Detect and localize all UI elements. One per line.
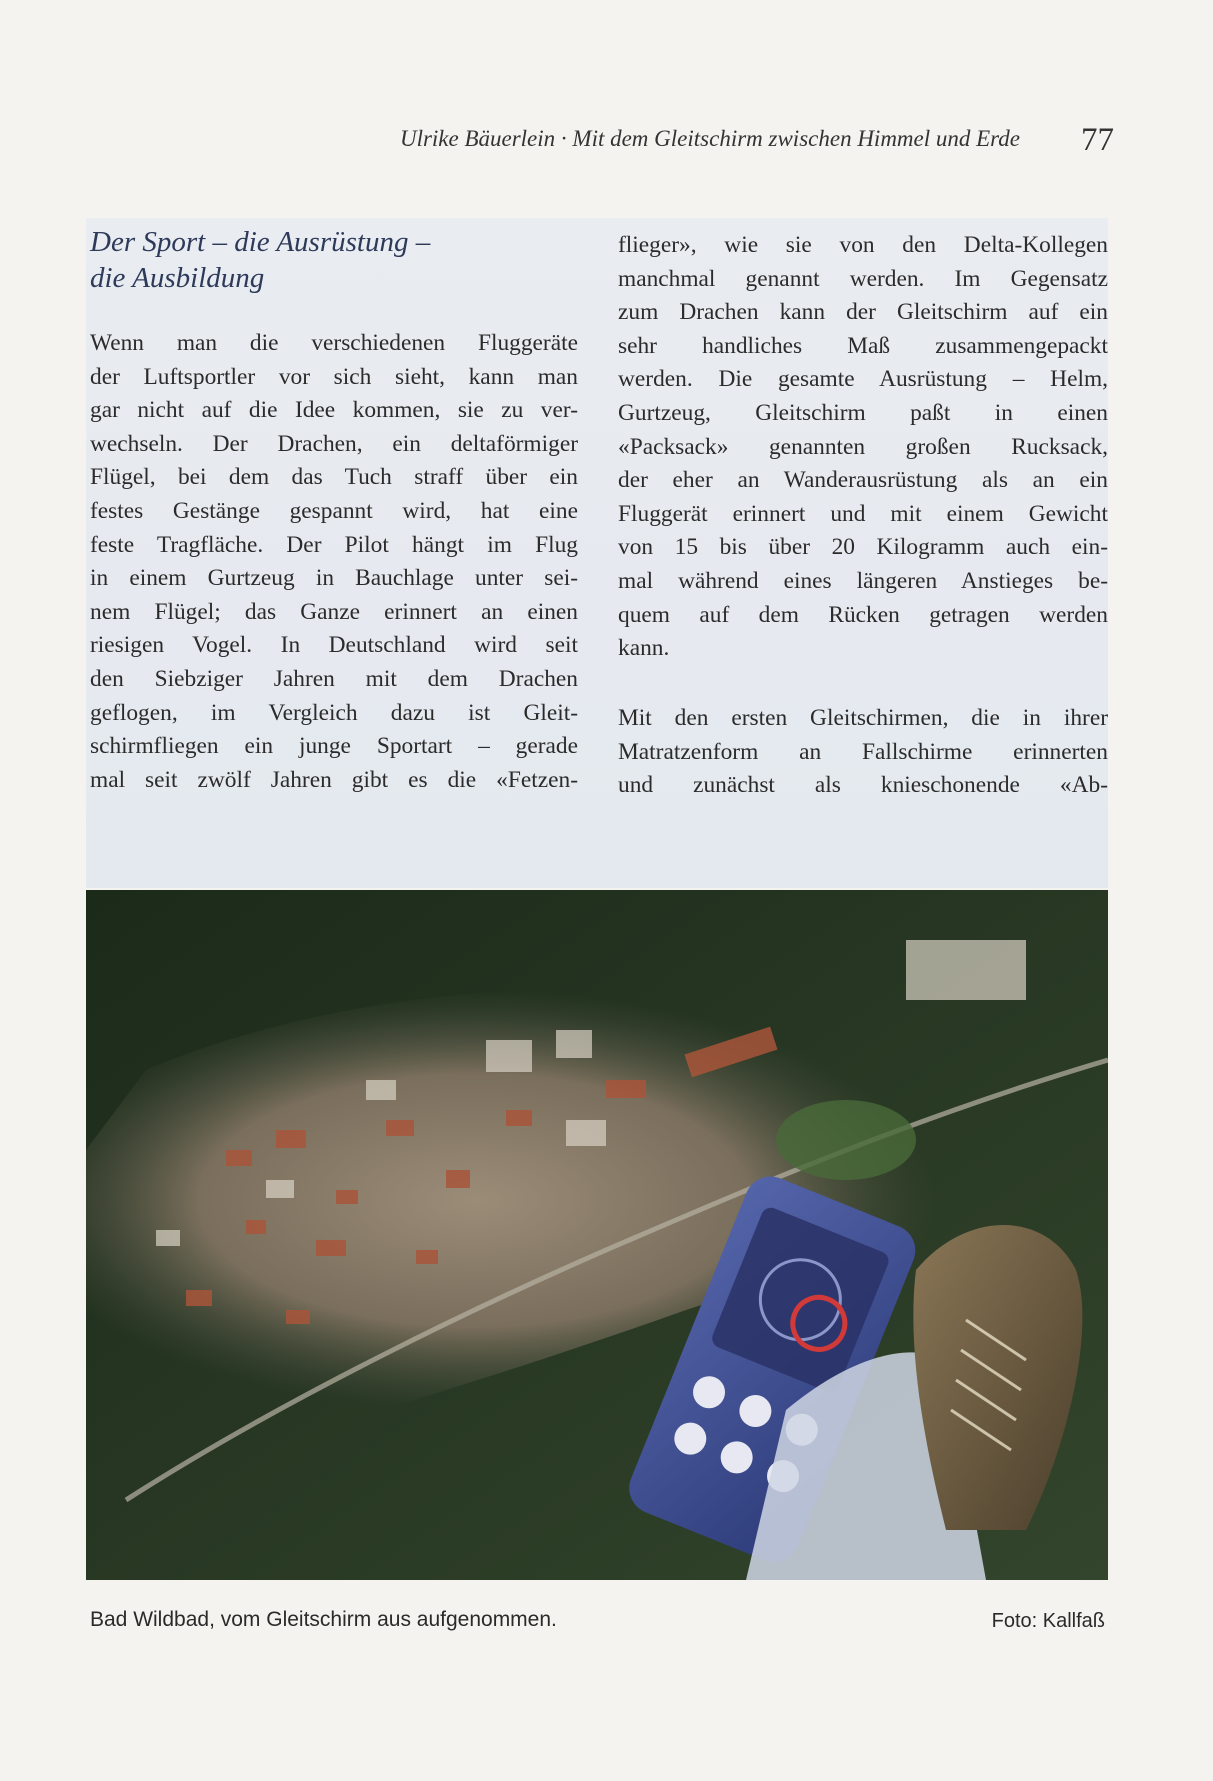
text-line: wechseln. Der Drachen, ein deltaförmiger: [90, 430, 578, 457]
text-line: manchmal genannt werden. Im Gegensatz: [618, 265, 1108, 292]
text-line: und zunächst als knieschonende «Ab-: [618, 772, 1108, 799]
text-line: der Luftsportler vor sich sieht, kann man: [90, 363, 578, 390]
text-line: gar nicht auf die Idee kommen, sie zu ver-: [90, 397, 578, 424]
text-line: Gurtzeug, Gleitschirm paßt in einen: [618, 399, 1108, 426]
right-column-paragraph-2: [618, 702, 1108, 803]
text-line: flieger», wie sie von den Delta-Kollegen: [618, 232, 1108, 258]
text-line: werden. Die gesamte Ausrüstung – Helm,: [618, 366, 1108, 393]
photo-credit: Foto: Kallfaß: [991, 1610, 1105, 1632]
running-head: Ulrike Bäuerlein · Mit dem Gleitschirm zwischen Himmel und Erde: [399, 126, 1020, 151]
text-line: Fluggerät erinnert und mit einem Gewicht: [618, 500, 1108, 527]
aerial-photo-illustration: [86, 890, 1108, 1580]
heading-line: die Ausbildung: [90, 262, 265, 294]
text-line: Matratzenform an Fallschirme erinnerten: [618, 738, 1108, 765]
text-line: kann.: [618, 635, 670, 662]
text-line: geflogen, im Vergleich dazu ist Gleit-: [90, 699, 578, 726]
text-line: «Packsack» genannten großen Rucksack,: [618, 433, 1108, 460]
text-line: mal seit zwölf Jahren gibt es die «Fetzen-: [90, 766, 578, 793]
text-line: quem auf dem Rücken getragen werden: [618, 601, 1108, 628]
text-line: nem Flügel; das Ganze erinnert an einen: [90, 598, 578, 625]
text-line: riesigen Vogel. In Deutschland wird seit: [90, 632, 578, 659]
heading-line: Der Sport – die Ausrüstung –: [90, 226, 431, 258]
text-line: den Siebziger Jahren mit dem Drachen: [90, 665, 578, 692]
aerial-photo: [86, 890, 1108, 1580]
text-line: der eher an Wanderausrüstung als an ein: [618, 467, 1108, 494]
park-area: [776, 1100, 916, 1180]
page-number: 77: [1081, 122, 1114, 158]
text-line: feste Tragfläche. Der Pilot hängt im Flug: [90, 531, 578, 558]
section-heading: [90, 224, 550, 296]
text-line: von 15 bis über 20 Kilogramm auch ein-: [618, 534, 1108, 561]
right-column-paragraph-1: [618, 229, 1108, 666]
text-line: Flügel, bei dem das Tuch straff über ein: [90, 464, 578, 491]
text-line: Wenn man die verschiedenen Fluggeräte: [90, 330, 578, 356]
text-line: schirmfliegen ein junge Sportart – gerade: [90, 733, 578, 760]
left-column: [90, 327, 578, 797]
text-line: in einem Gurtzeug in Bauchlage unter sei-: [90, 565, 578, 592]
text-line: Mit den ersten Gleitschirmen, die in ihrer: [618, 705, 1108, 731]
figure-caption: Bad Wildbad, vom Gleitschirm aus aufgenommen.: [90, 1608, 557, 1631]
text-line: mal während eines längeren Anstieges be-: [618, 567, 1108, 594]
text-line: festes Gestänge gespannt wird, hat eine: [90, 497, 578, 524]
text-line: sehr handliches Maß zusammengepackt: [618, 332, 1108, 359]
text-line: zum Drachen kann der Gleitschirm auf ein: [618, 299, 1108, 326]
